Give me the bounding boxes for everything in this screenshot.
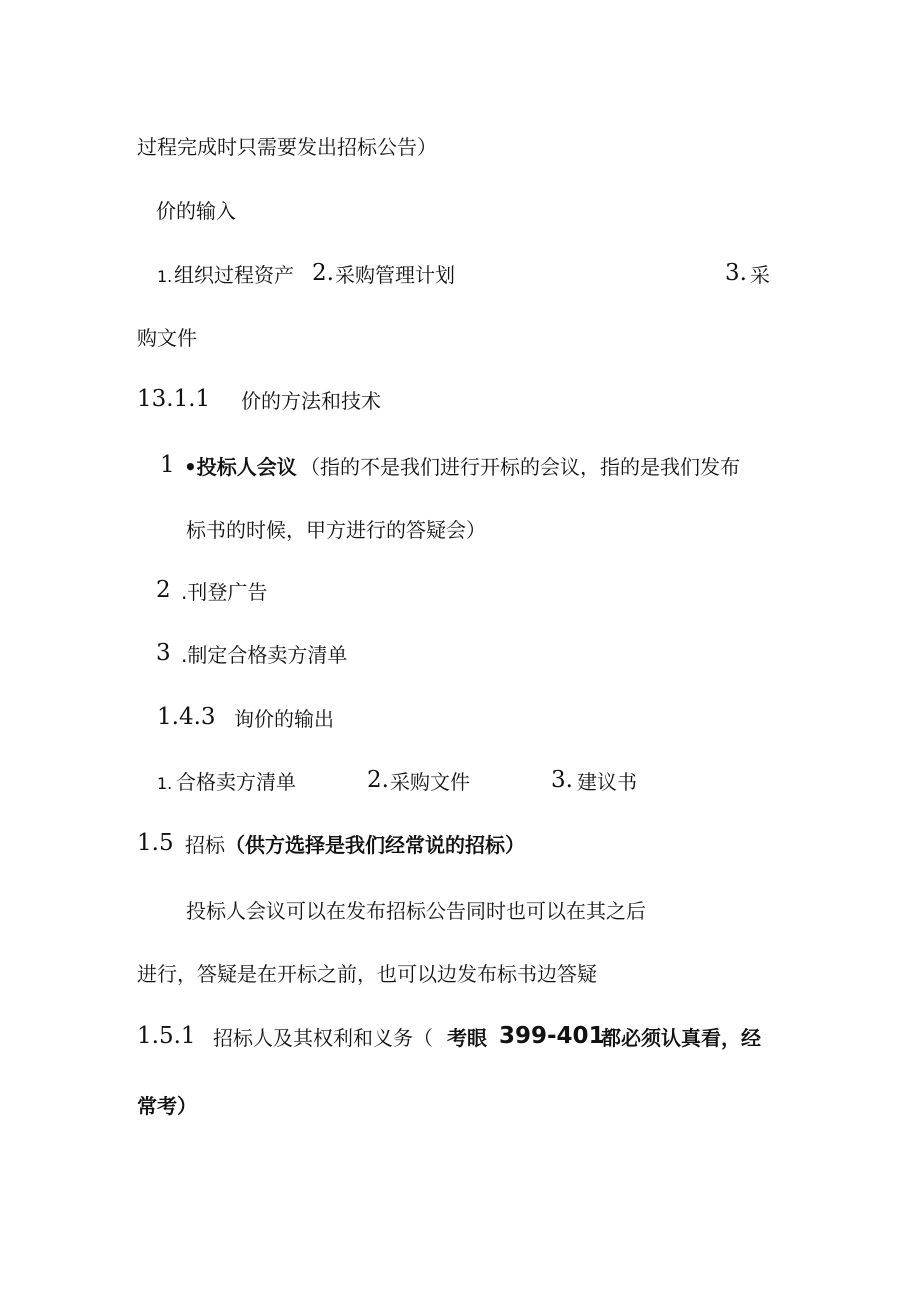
section-title: 招标	[185, 833, 225, 857]
text-line-4: 购文件	[137, 326, 197, 350]
text-line-13: 投标人会议可以在发布招标公告同时也可以在其之后	[186, 899, 646, 923]
list-item-procurement-start: 采	[750, 263, 770, 287]
section-number: 1.4.3	[157, 704, 216, 730]
section-number: 13.1.1	[137, 386, 211, 412]
section-number: 1.5	[137, 830, 174, 856]
list-item-procurement-plan: 采购管理计划	[335, 263, 455, 287]
advertising-item: .刊登广告	[181, 580, 268, 604]
text-line-2: 价的输入	[156, 199, 236, 223]
text-line-1: 过程完成时只需要发出招标公告）	[137, 135, 437, 159]
section-note: （供方选择是我们经常说的招标）	[225, 833, 525, 857]
list-item-org-assets: 组织过程资产	[174, 263, 294, 287]
bidder-conference-note: （指的不是我们进行开标的会议，指的是我们发布	[300, 455, 740, 479]
text-line-16: 常考）	[137, 1094, 197, 1118]
exam-note-suffix: 都必须认真看，经	[601, 1026, 761, 1050]
list-number-1: 1.	[157, 774, 173, 793]
text-line-7: 标书的时候，甲方进行的答疑会）	[186, 518, 486, 542]
list-number-2: 2.	[312, 260, 334, 286]
item-number-2: 2	[156, 577, 171, 603]
output-proposals: 建议书	[577, 770, 637, 794]
text-line-14: 进行，答疑是在开标之前，也可以边发布标书边答疑	[137, 962, 597, 986]
bidder-conference-label: •投标人会议	[184, 455, 297, 479]
list-number-1: 1.	[157, 267, 173, 286]
list-number-3: 3.	[551, 767, 573, 793]
section-title: 价的方法和技术	[241, 389, 381, 413]
output-procurement-docs: 采购文件	[390, 770, 470, 794]
exam-note-prefix: 考眼	[447, 1026, 487, 1050]
qualified-sellers-item: .制定合格卖方清单	[181, 643, 348, 667]
item-number-1: 1	[160, 452, 175, 478]
output-qualified-sellers: 合格卖方清单	[176, 770, 296, 794]
section-number: 1.5.1	[137, 1023, 196, 1049]
item-number-3: 3	[156, 640, 171, 666]
list-number-3: 3.	[725, 260, 747, 286]
section-title: 招标人及其权利和义务（	[213, 1026, 433, 1050]
exam-page-range: 399-401	[499, 1023, 605, 1049]
section-title: 询价的输出	[234, 707, 334, 731]
list-number-2: 2.	[367, 767, 389, 793]
